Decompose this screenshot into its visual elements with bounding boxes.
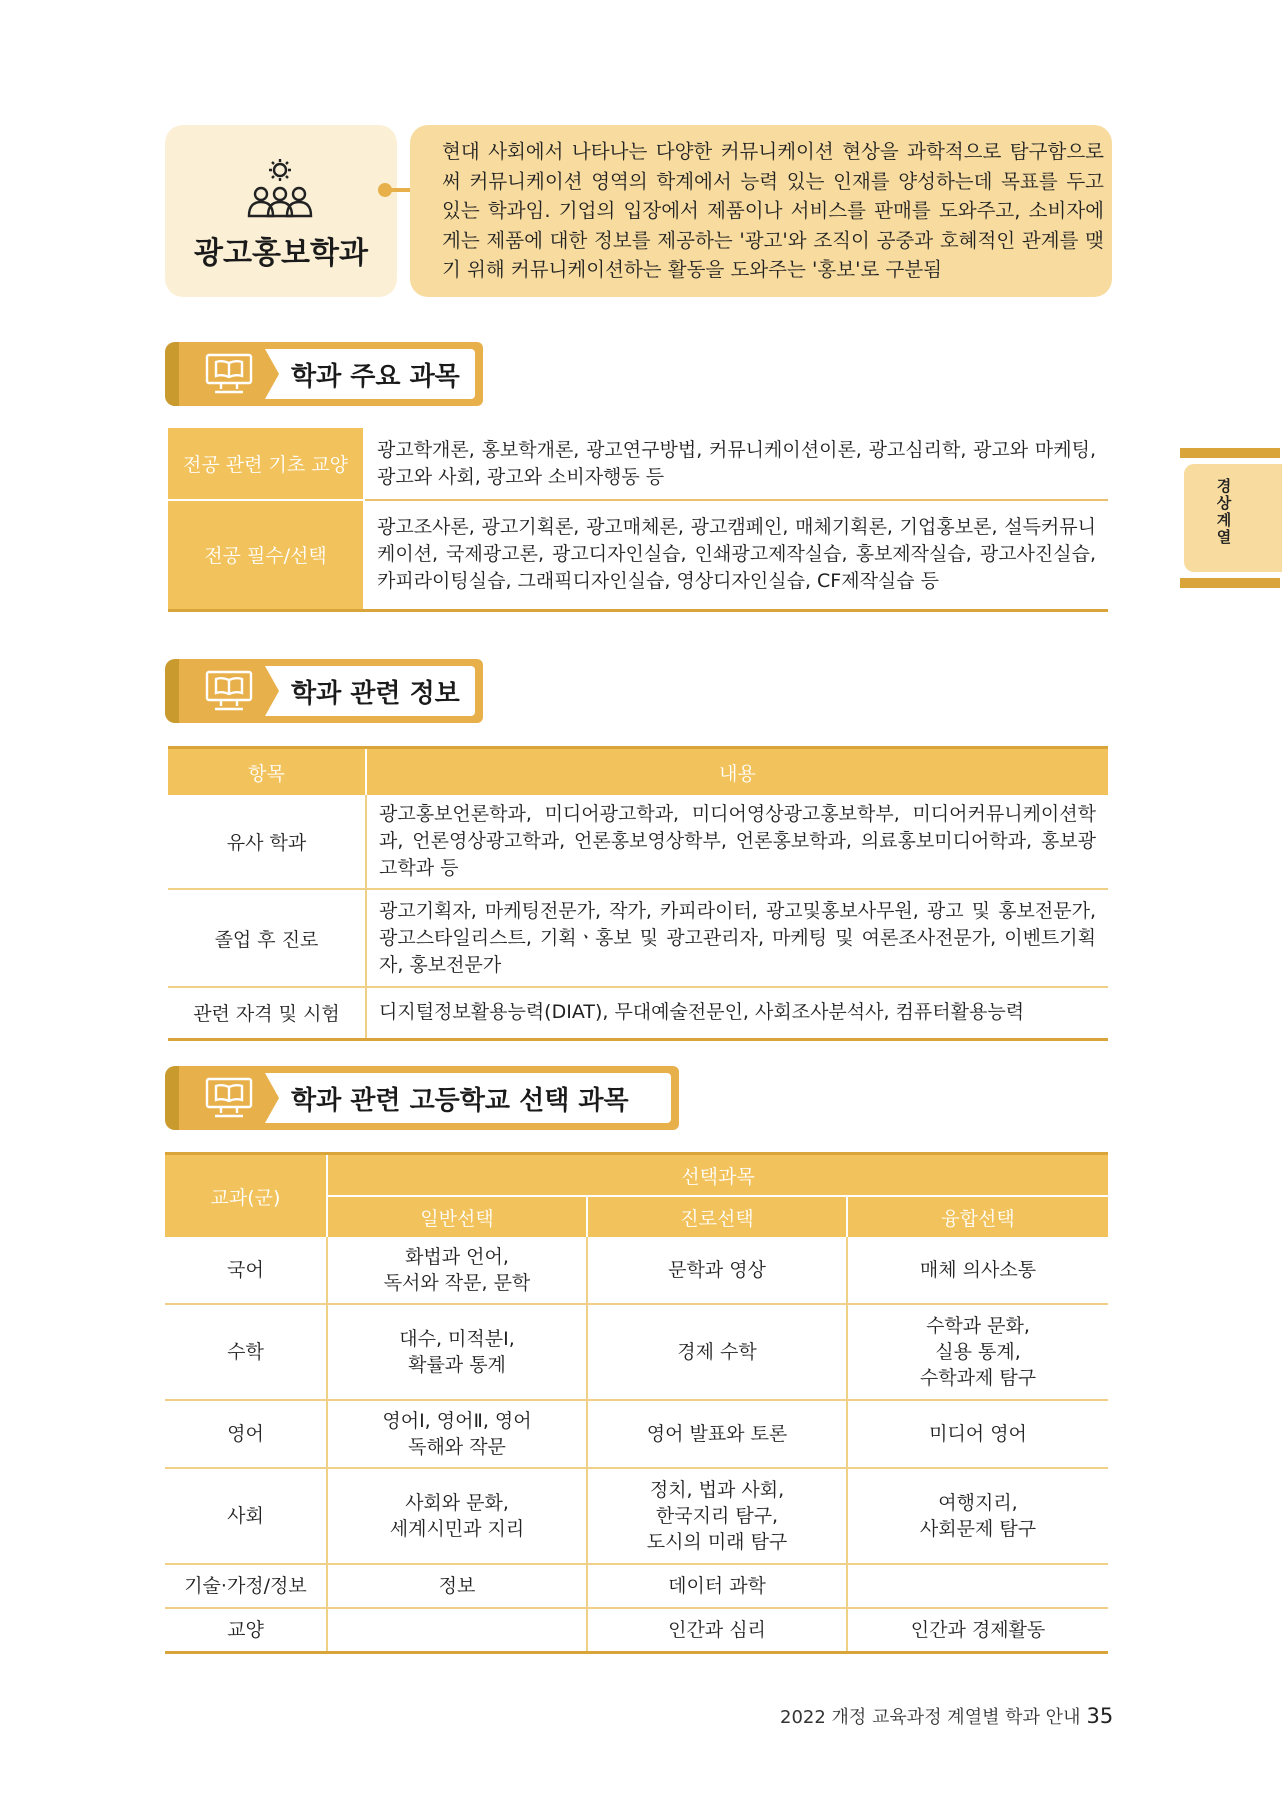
table-row bbox=[165, 1304, 1108, 1400]
general-cell bbox=[327, 1608, 587, 1653]
general-cell: 화법과 언어, 독서와 작문, 문학 bbox=[327, 1237, 587, 1304]
column-header: 교과(군) bbox=[165, 1154, 327, 1238]
section-title: 학과 관련 고등학교 선택 과목 bbox=[291, 1086, 629, 1116]
table-row bbox=[165, 1237, 1108, 1304]
subject-cell: 사회 bbox=[165, 1468, 327, 1564]
row-label: 전공 관련 기초 교양 bbox=[168, 428, 364, 500]
career-cell: 정치, 법과 사회, 한국지리 탐구, 도시의 미래 탐구 bbox=[587, 1468, 847, 1564]
row-content: 광고기획자, 마케팅전문가, 작가, 카피라이터, 광고및홍보사무원, 광고 및 홍보전문가, 광고스타일리스트, 기획ㆍ홍보 및 광고관리자, 마케팅 및 여론조사전문가, 이벤트기획자, 홍보전문가 bbox=[366, 889, 1108, 987]
connector-dot bbox=[378, 183, 392, 197]
column-header: 진로선택 bbox=[587, 1196, 847, 1237]
section-header-major-courses bbox=[165, 342, 483, 406]
subject-cell: 수학 bbox=[165, 1304, 327, 1400]
convergence-cell: 매체 의사소통 bbox=[847, 1237, 1108, 1304]
subject-cell: 영어 bbox=[165, 1400, 327, 1468]
career-cell: 데이터 과학 bbox=[587, 1564, 847, 1608]
career-cell: 인간과 심리 bbox=[587, 1608, 847, 1653]
monitor-book-icon bbox=[203, 669, 255, 713]
career-cell: 경제 수학 bbox=[587, 1304, 847, 1400]
career-cell: 문학과 영상 bbox=[587, 1237, 847, 1304]
column-header: 선택과목 bbox=[327, 1154, 1108, 1197]
footer-text: 2022 개정 교육과정 계열별 학과 안내 bbox=[780, 1707, 1081, 1728]
row-label: 졸업 후 진로 bbox=[168, 889, 366, 987]
table-row bbox=[165, 1468, 1108, 1564]
table-row bbox=[165, 1564, 1108, 1608]
subject-cell: 기술·가정/정보 bbox=[165, 1564, 327, 1608]
convergence-cell: 미디어 영어 bbox=[847, 1400, 1108, 1468]
monitor-book-icon bbox=[203, 1076, 255, 1120]
table-row bbox=[165, 1608, 1108, 1653]
row-label: 관련 자격 및 시험 bbox=[168, 987, 366, 1039]
column-header: 내용 bbox=[366, 748, 1108, 796]
general-cell: 대수, 미적분Ⅰ, 확률과 통계 bbox=[327, 1304, 587, 1400]
side-tab-label: 경상계열 bbox=[1216, 477, 1232, 546]
convergence-cell: 수학과 문화, 실용 통계, 수학과제 탐구 bbox=[847, 1304, 1108, 1400]
people-gear-icon bbox=[245, 156, 315, 222]
row-content: 광고학개론, 홍보학개론, 광고연구방법, 커뮤니케이션이론, 광고심리학, 광고와 마케팅, 광고와 사회, 광고와 소비자행동 등 bbox=[364, 428, 1108, 500]
row-label: 유사 학과 bbox=[168, 795, 366, 889]
section-title: 학과 주요 과목 bbox=[291, 362, 460, 392]
page-footer bbox=[780, 1703, 1113, 1729]
major-courses-table bbox=[168, 428, 1108, 612]
general-cell: 정보 bbox=[327, 1564, 587, 1608]
section-title: 학과 관련 정보 bbox=[291, 679, 460, 709]
row-content: 광고홍보언론학과, 미디어광고학과, 미디어영상광고홍보학부, 미디어커뮤니케이션학과, 언론영상광고학과, 언론홍보영상학부, 언론홍보학과, 의료홍보미디어학과, 홍보광고학과 등 bbox=[366, 795, 1108, 889]
related-info-table bbox=[168, 746, 1108, 1041]
section-header-hs-courses bbox=[165, 1066, 679, 1130]
row-content: 광고조사론, 광고기획론, 광고매체론, 광고캠페인, 매체기획론, 기업홍보론, 설득커뮤니케이션, 국제광고론, 광고디자인실습, 인쇄광고제작실습, 홍보제작실습, 광고사진실습, 카피라이팅실습, 그래픽디자인실습, 영상디자인실습, CF제작실습 등 bbox=[364, 500, 1108, 610]
convergence-cell: 여행지리, 사회문제 탐구 bbox=[847, 1468, 1108, 1564]
convergence-cell: 인간과 경제활동 bbox=[847, 1608, 1108, 1653]
career-cell: 영어 발표와 토론 bbox=[587, 1400, 847, 1468]
monitor-book-icon bbox=[203, 352, 255, 396]
row-content: 디지털정보활용능력(DIAT), 무대예술전문인, 사회조사분석사, 컴퓨터활용능력 bbox=[366, 987, 1108, 1039]
general-cell: 사회와 문화, 세계시민과 지리 bbox=[327, 1468, 587, 1564]
department-title: 광고홍보학과 bbox=[194, 236, 368, 271]
convergence-cell bbox=[847, 1564, 1108, 1608]
side-tab-bar-top bbox=[1180, 448, 1280, 458]
department-description: 현대 사회에서 나타나는 다양한 커뮤니케이션 현상을 과학적으로 탐구함으로써 커뮤니케이션 영역의 학계에서 능력 있는 인재를 양성하는데 목표를 두고 있는 학과임. 기업의 입장에서 제품이나 서비스를 판매를 도와주고, 소비자에게는 제품에 대한 정보를 제공하는 '광고'와 조직이 공중과 호혜적인 관계를 맺기 위해 커뮤니케이션하는 활동을 도와주는 '홍보'로 구분됨 bbox=[442, 140, 1104, 281]
side-tab-bar-bottom bbox=[1180, 578, 1280, 588]
subject-cell: 교양 bbox=[165, 1608, 327, 1653]
page-number: 35 bbox=[1086, 1704, 1114, 1728]
general-cell: 영어Ⅰ, 영어Ⅱ, 영어 독해와 작문 bbox=[327, 1400, 587, 1468]
column-header: 항목 bbox=[168, 748, 366, 796]
table-row bbox=[165, 1400, 1108, 1468]
subject-cell: 국어 bbox=[165, 1237, 327, 1304]
hs-courses-table bbox=[165, 1152, 1108, 1654]
column-header: 일반선택 bbox=[327, 1196, 587, 1237]
row-label: 전공 필수/선택 bbox=[168, 500, 364, 610]
section-header-related-info bbox=[165, 659, 483, 723]
column-header: 융합선택 bbox=[847, 1196, 1108, 1237]
